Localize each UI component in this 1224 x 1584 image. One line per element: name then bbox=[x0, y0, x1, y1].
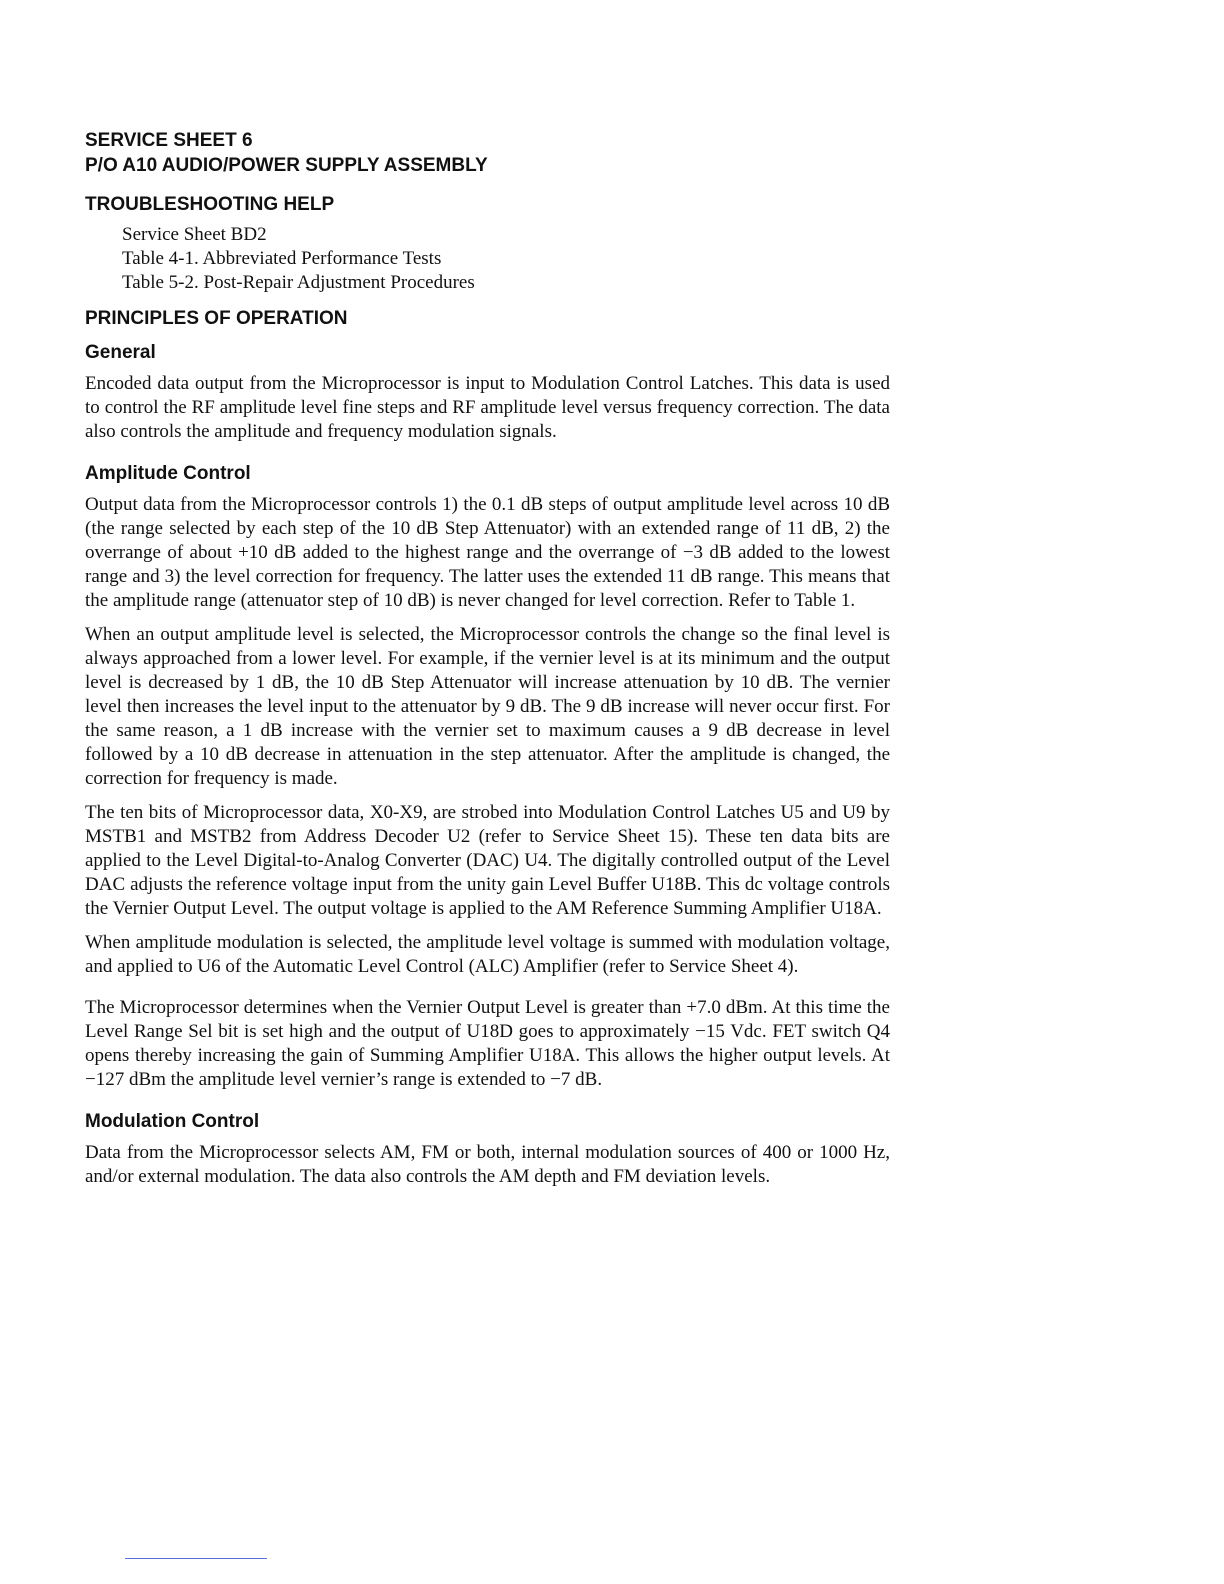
troubleshooting-list bbox=[122, 223, 890, 295]
general-heading: General bbox=[85, 342, 156, 363]
document-page bbox=[85, 128, 890, 1189]
principles-heading: PRINCIPLES OF OPERATION bbox=[85, 308, 348, 329]
amplitude-paragraph: The Microprocessor determines when the Vernier Output Level is greater than +7.0 dBm. At this time the Level Range Sel bit is set high and the output of U18D goes to approximately −15 Vdc. FET switch Q4 opens thereby increasing the gain of Summing Amplifier U18A. This allows the higher output levels. At −127 dBm the amplitude level vernier’s range is extended to −7 dB. bbox=[85, 997, 890, 1090]
footer-rule bbox=[125, 1558, 267, 1559]
troubleshooting-heading: TROUBLESHOOTING HELP bbox=[85, 194, 335, 215]
amplitude-paragraph: The ten bits of Microprocessor data, X0-X9, are strobed into Modulation Control Latches U5 and U9 by MSTB1 and MSTB2 from Address Decoder U2 (refer to Service Sheet 15). These ten data bits are applied to the Level Digital-to-Analog Converter (DAC) U4. The digitally controlled output of the Level DAC adjusts the reference voltage input from the unity gain Level Buffer U18B. This dc voltage controls the Vernier Output Level. The output voltage is applied to the AM Reference Summing Amplifier U18A. bbox=[85, 802, 890, 919]
service-sheet-title: SERVICE SHEET 6 bbox=[85, 130, 253, 151]
amplitude-paragraph: When an output amplitude level is selected, the Microprocessor controls the change so the final level is always approached from a lower level. For example, if the vernier level is at its minimum and the output level is decreased by 1 dB, the 10 dB Step Attenuator will increase attenuation by 10 dB. The vernier level then increases the level input to the attenuator by 9 dB. The 9 dB increase will never occur first. For the same reason, a 1 dB increase with the vernier set to maximum causes a 9 dB decrease in level followed by a 10 dB decrease in attenuation in the step attenuator. After the amplitude is changed, the correction for frequency is made. bbox=[85, 624, 890, 789]
troubleshooting-item: Table 4-1. Abbreviated Performance Tests bbox=[122, 248, 442, 269]
amplitude-paragraph: Output data from the Microprocessor controls 1) the 0.1 dB steps of output amplitude level across 10 dB (the range selected by each step of the 10 dB Step Attenuator) with an extended range of 11 dB, 2) the overrange of about +10 dB added to the highest range and the overrange of −3 dB added to the lowest range and 3) the level correction for frequency. The latter uses the extended 11 dB range. This means that the amplitude range (attenuator step of 10 dB) is never changed for level correction. Refer to Table 1. bbox=[85, 494, 890, 611]
assembly-title: P/O A10 AUDIO/POWER SUPPLY ASSEMBLY bbox=[85, 155, 488, 176]
troubleshooting-item: Table 5-2. Post-Repair Adjustment Procedures bbox=[122, 272, 475, 293]
modulation-paragraph: Data from the Microprocessor selects AM, FM or both, internal modulation sources of 400 or 1000 Hz, and/or external modulation. The data also controls the AM depth and FM deviation levels. bbox=[85, 1142, 890, 1187]
troubleshooting-item: Service Sheet BD2 bbox=[122, 224, 267, 245]
modulation-control-heading: Modulation Control bbox=[85, 1111, 260, 1132]
amplitude-control-heading: Amplitude Control bbox=[85, 463, 251, 484]
general-paragraph: Encoded data output from the Microprocessor is input to Modulation Control Latches. This data is used to control the RF amplitude level fine steps and RF amplitude level versus frequency correction. The data also controls the amplitude and frequency modulation signals. bbox=[85, 373, 890, 442]
amplitude-paragraph: When amplitude modulation is selected, the amplitude level voltage is summed with modulation voltage, and applied to U6 of the Automatic Level Control (ALC) Amplifier (refer to Service Sheet 4). bbox=[85, 932, 890, 977]
